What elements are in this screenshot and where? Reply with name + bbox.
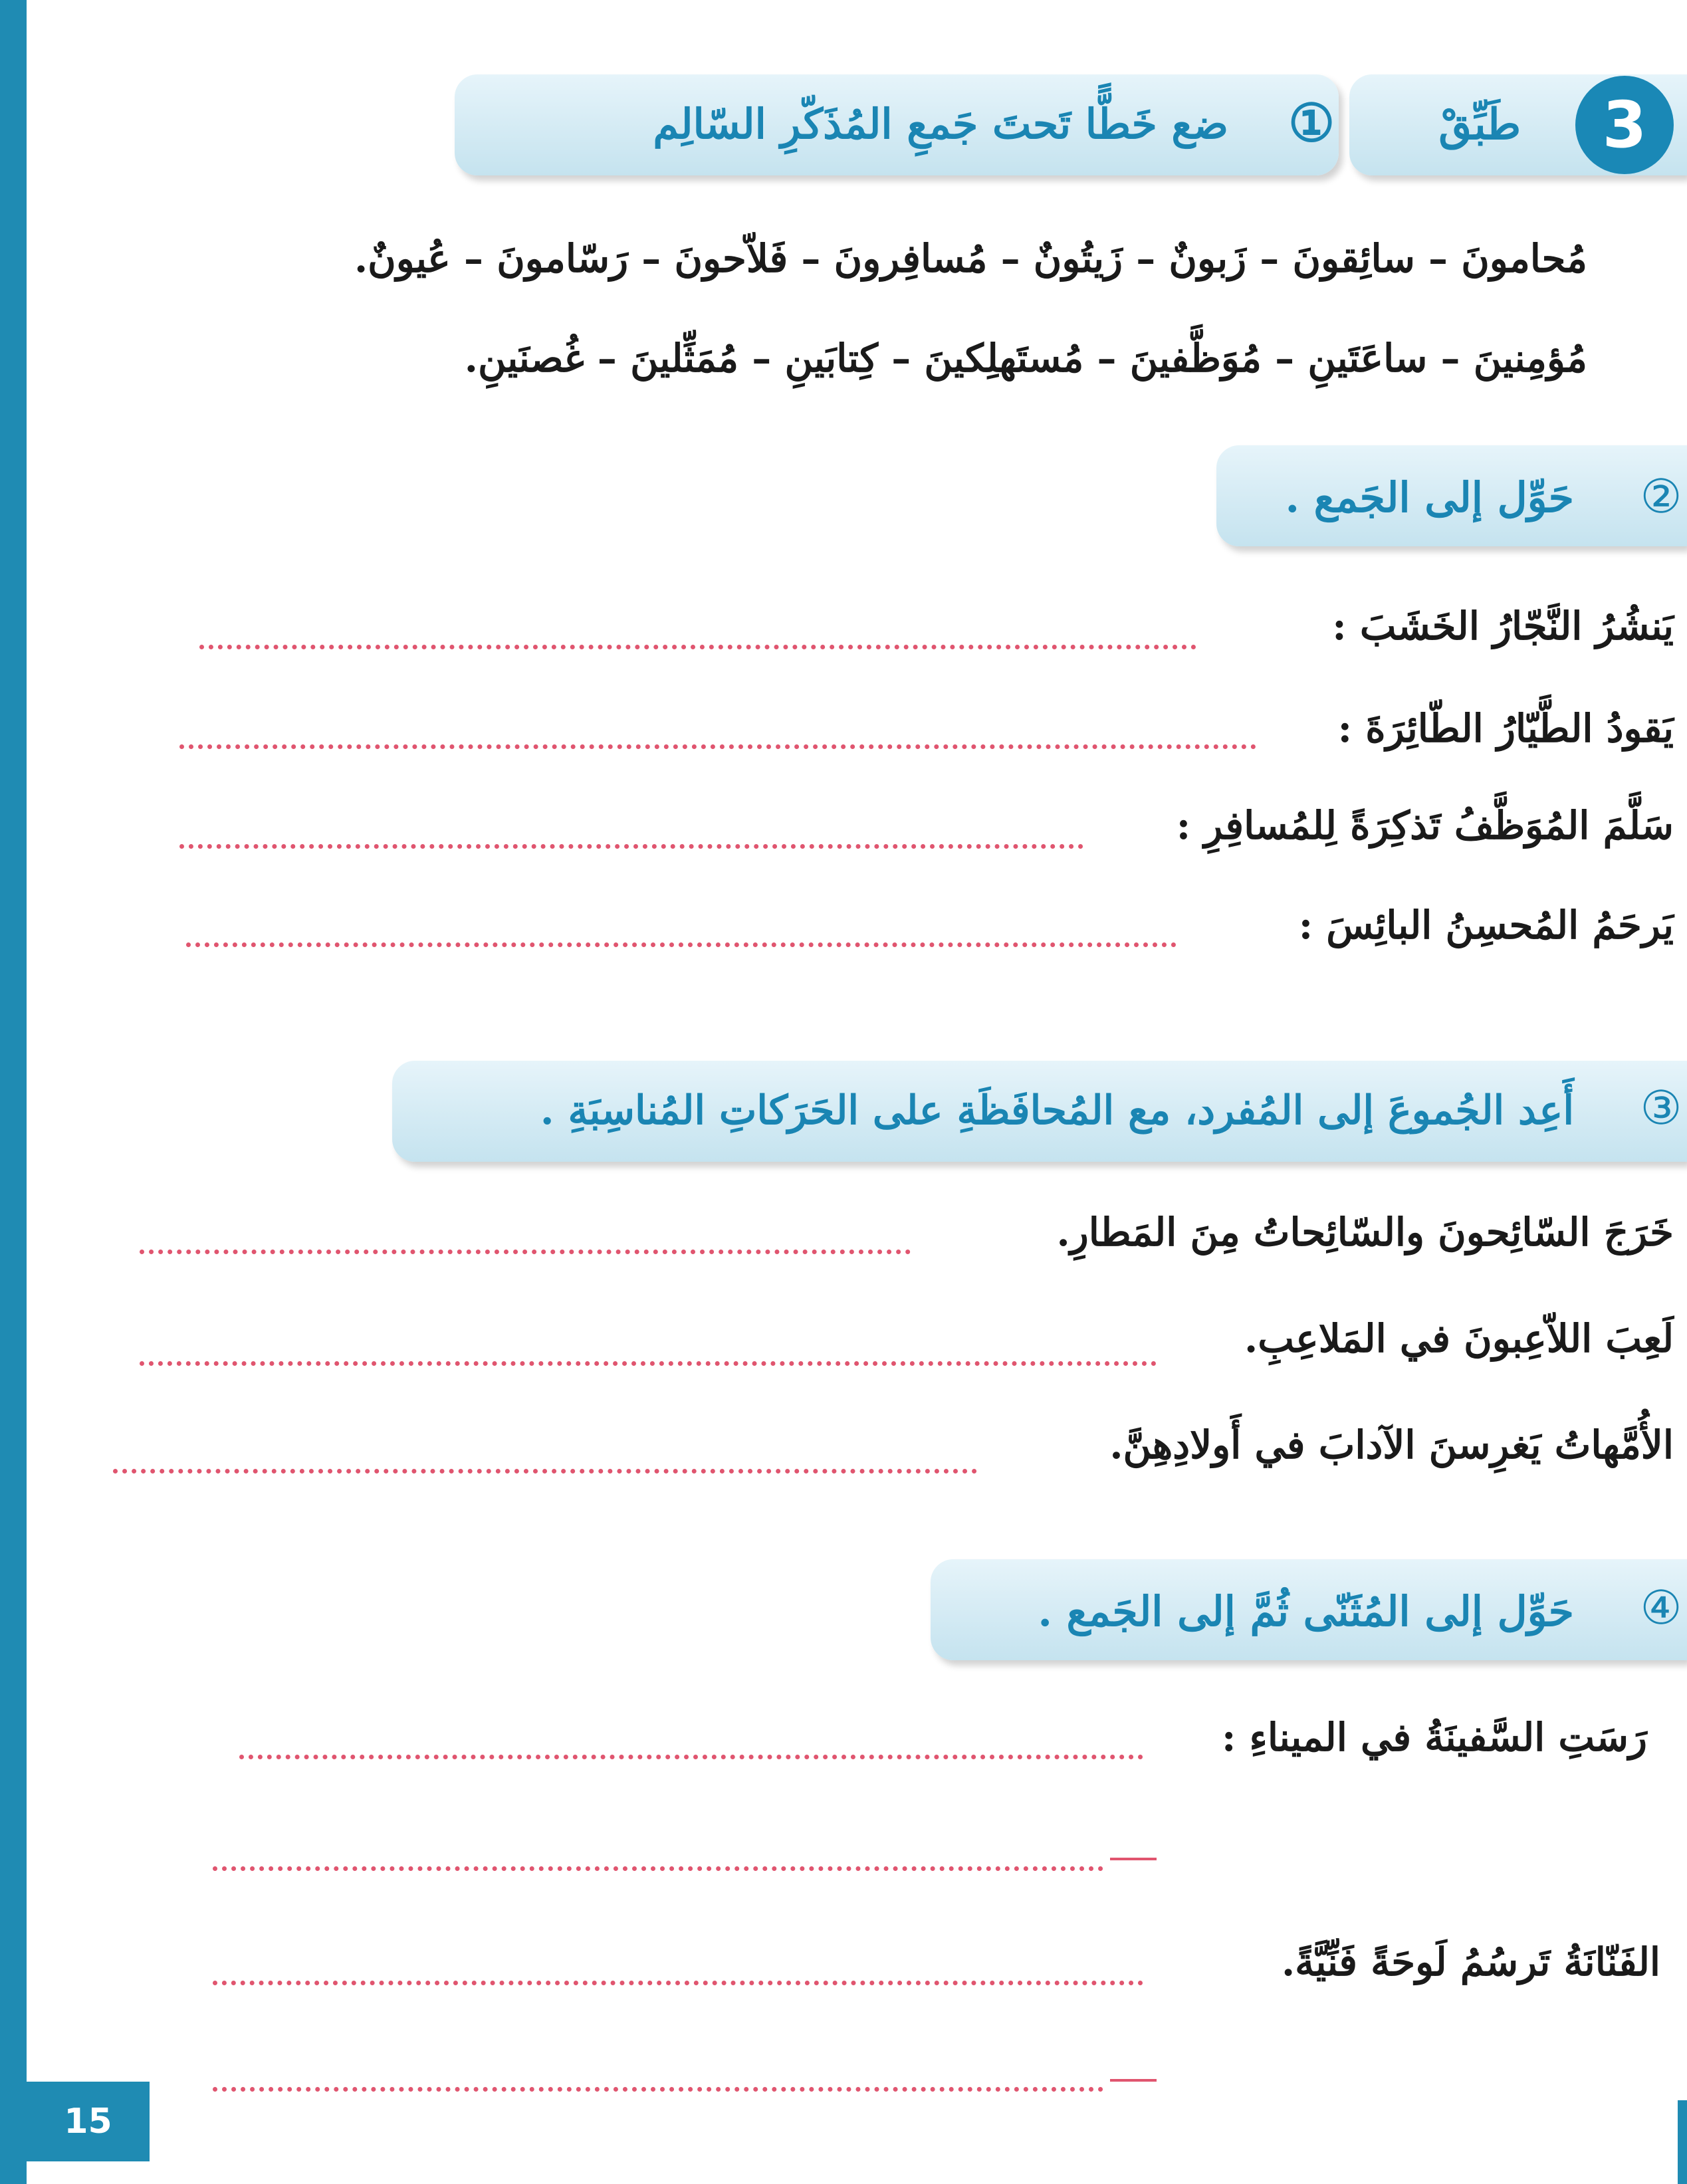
- left-margin-bar: [0, 0, 27, 2184]
- answer-line[interactable]: [213, 2087, 1103, 2092]
- answer-line[interactable]: [140, 1361, 1157, 1366]
- answer-line[interactable]: [186, 942, 1177, 947]
- exercise-2-item-2: يَقودُ الطَّيّارُ الطّائِرَةَ :: [1337, 706, 1674, 751]
- exercise-3-item-3: الأُمَّهاتُ يَغرِسنَ الآدابَ في أَولادِهِنَّ.: [1109, 1422, 1674, 1468]
- exercise-1-number: ①: [1288, 93, 1335, 154]
- exercise-1-title: ضع خَطًّا تَحتَ جَمعِ المُذَكّرِ السّالِم: [653, 100, 1228, 148]
- exercise-3-item-2: لَعِبَ اللاّعِبونَ في المَلاعِبِ.: [1244, 1316, 1674, 1361]
- exercise-4-item-2: الفَنّانَةُ تَرسُمُ لَوحَةً فَنِّيَّةً.: [1281, 1939, 1660, 1985]
- answer-dash: [1110, 1858, 1157, 1860]
- exercise-2-item-4: يَرحَمُ المُحسِنُ البائِسَ :: [1298, 903, 1674, 948]
- exercise-2-number: ②: [1640, 469, 1682, 524]
- answer-line[interactable]: [113, 1469, 977, 1474]
- exercise-2-item-3: سَلَّمَ المُوَظَّفُ تَذكِرَةً لِلمُسافِرِ :: [1176, 803, 1674, 848]
- right-edge-mark: [1678, 2100, 1687, 2184]
- answer-line[interactable]: [239, 1755, 1143, 1759]
- answer-line[interactable]: [199, 645, 1196, 649]
- answer-line[interactable]: [140, 1250, 911, 1254]
- answer-line[interactable]: [179, 844, 1083, 849]
- section-label: طَبِّقْ: [1438, 100, 1521, 150]
- answer-dash: [1110, 2079, 1157, 2082]
- exercise-2-item-1: يَنشُرُ النَّجّارُ الخَشَبَ :: [1332, 603, 1674, 649]
- answer-line[interactable]: [213, 1866, 1103, 1871]
- exercise-2-title: حَوِّل إلى الجَمع .: [1285, 473, 1574, 522]
- page-number: 15: [27, 2082, 150, 2161]
- exercise-4-item-1: رَسَتِ السَّفينَةُ في الميناءِ :: [1221, 1715, 1647, 1760]
- exercise-1-line-1: مُحامونَ – سائِقونَ – زَبونٌ – زَيتُونٌ – مُسافِرونَ – فَلاّحونَ – رَسّامونَ – عُيونٌ.: [354, 236, 1587, 281]
- exercise-4-title: حَوِّل إلى المُثَنّى ثُمَّ إلى الجَمع .: [1038, 1587, 1574, 1636]
- answer-line[interactable]: [213, 1981, 1143, 1985]
- exercise-3-title: أَعِد الجُموعَ إلى المُفرد، مع المُحافَظَةِ على الحَرَكاتِ المُناسِبَةِ .: [540, 1087, 1574, 1134]
- section-number-badge: 3: [1575, 76, 1674, 174]
- exercise-1-line-2: مُؤمِنينَ – ساعَتَينِ – مُوَظَّفينَ – مُستَهلِكينَ – كِتابَينِ – مُمَثِّلينَ – غُصنَينِ.: [464, 336, 1587, 381]
- exercise-4-number: ④: [1640, 1581, 1682, 1635]
- answer-line[interactable]: [179, 744, 1256, 749]
- exercise-3-item-1: خَرَجَ السّائِحونَ والسّائِحاتُ مِنَ المَطارِ.: [1056, 1210, 1674, 1255]
- exercise-3-number: ③: [1640, 1081, 1682, 1135]
